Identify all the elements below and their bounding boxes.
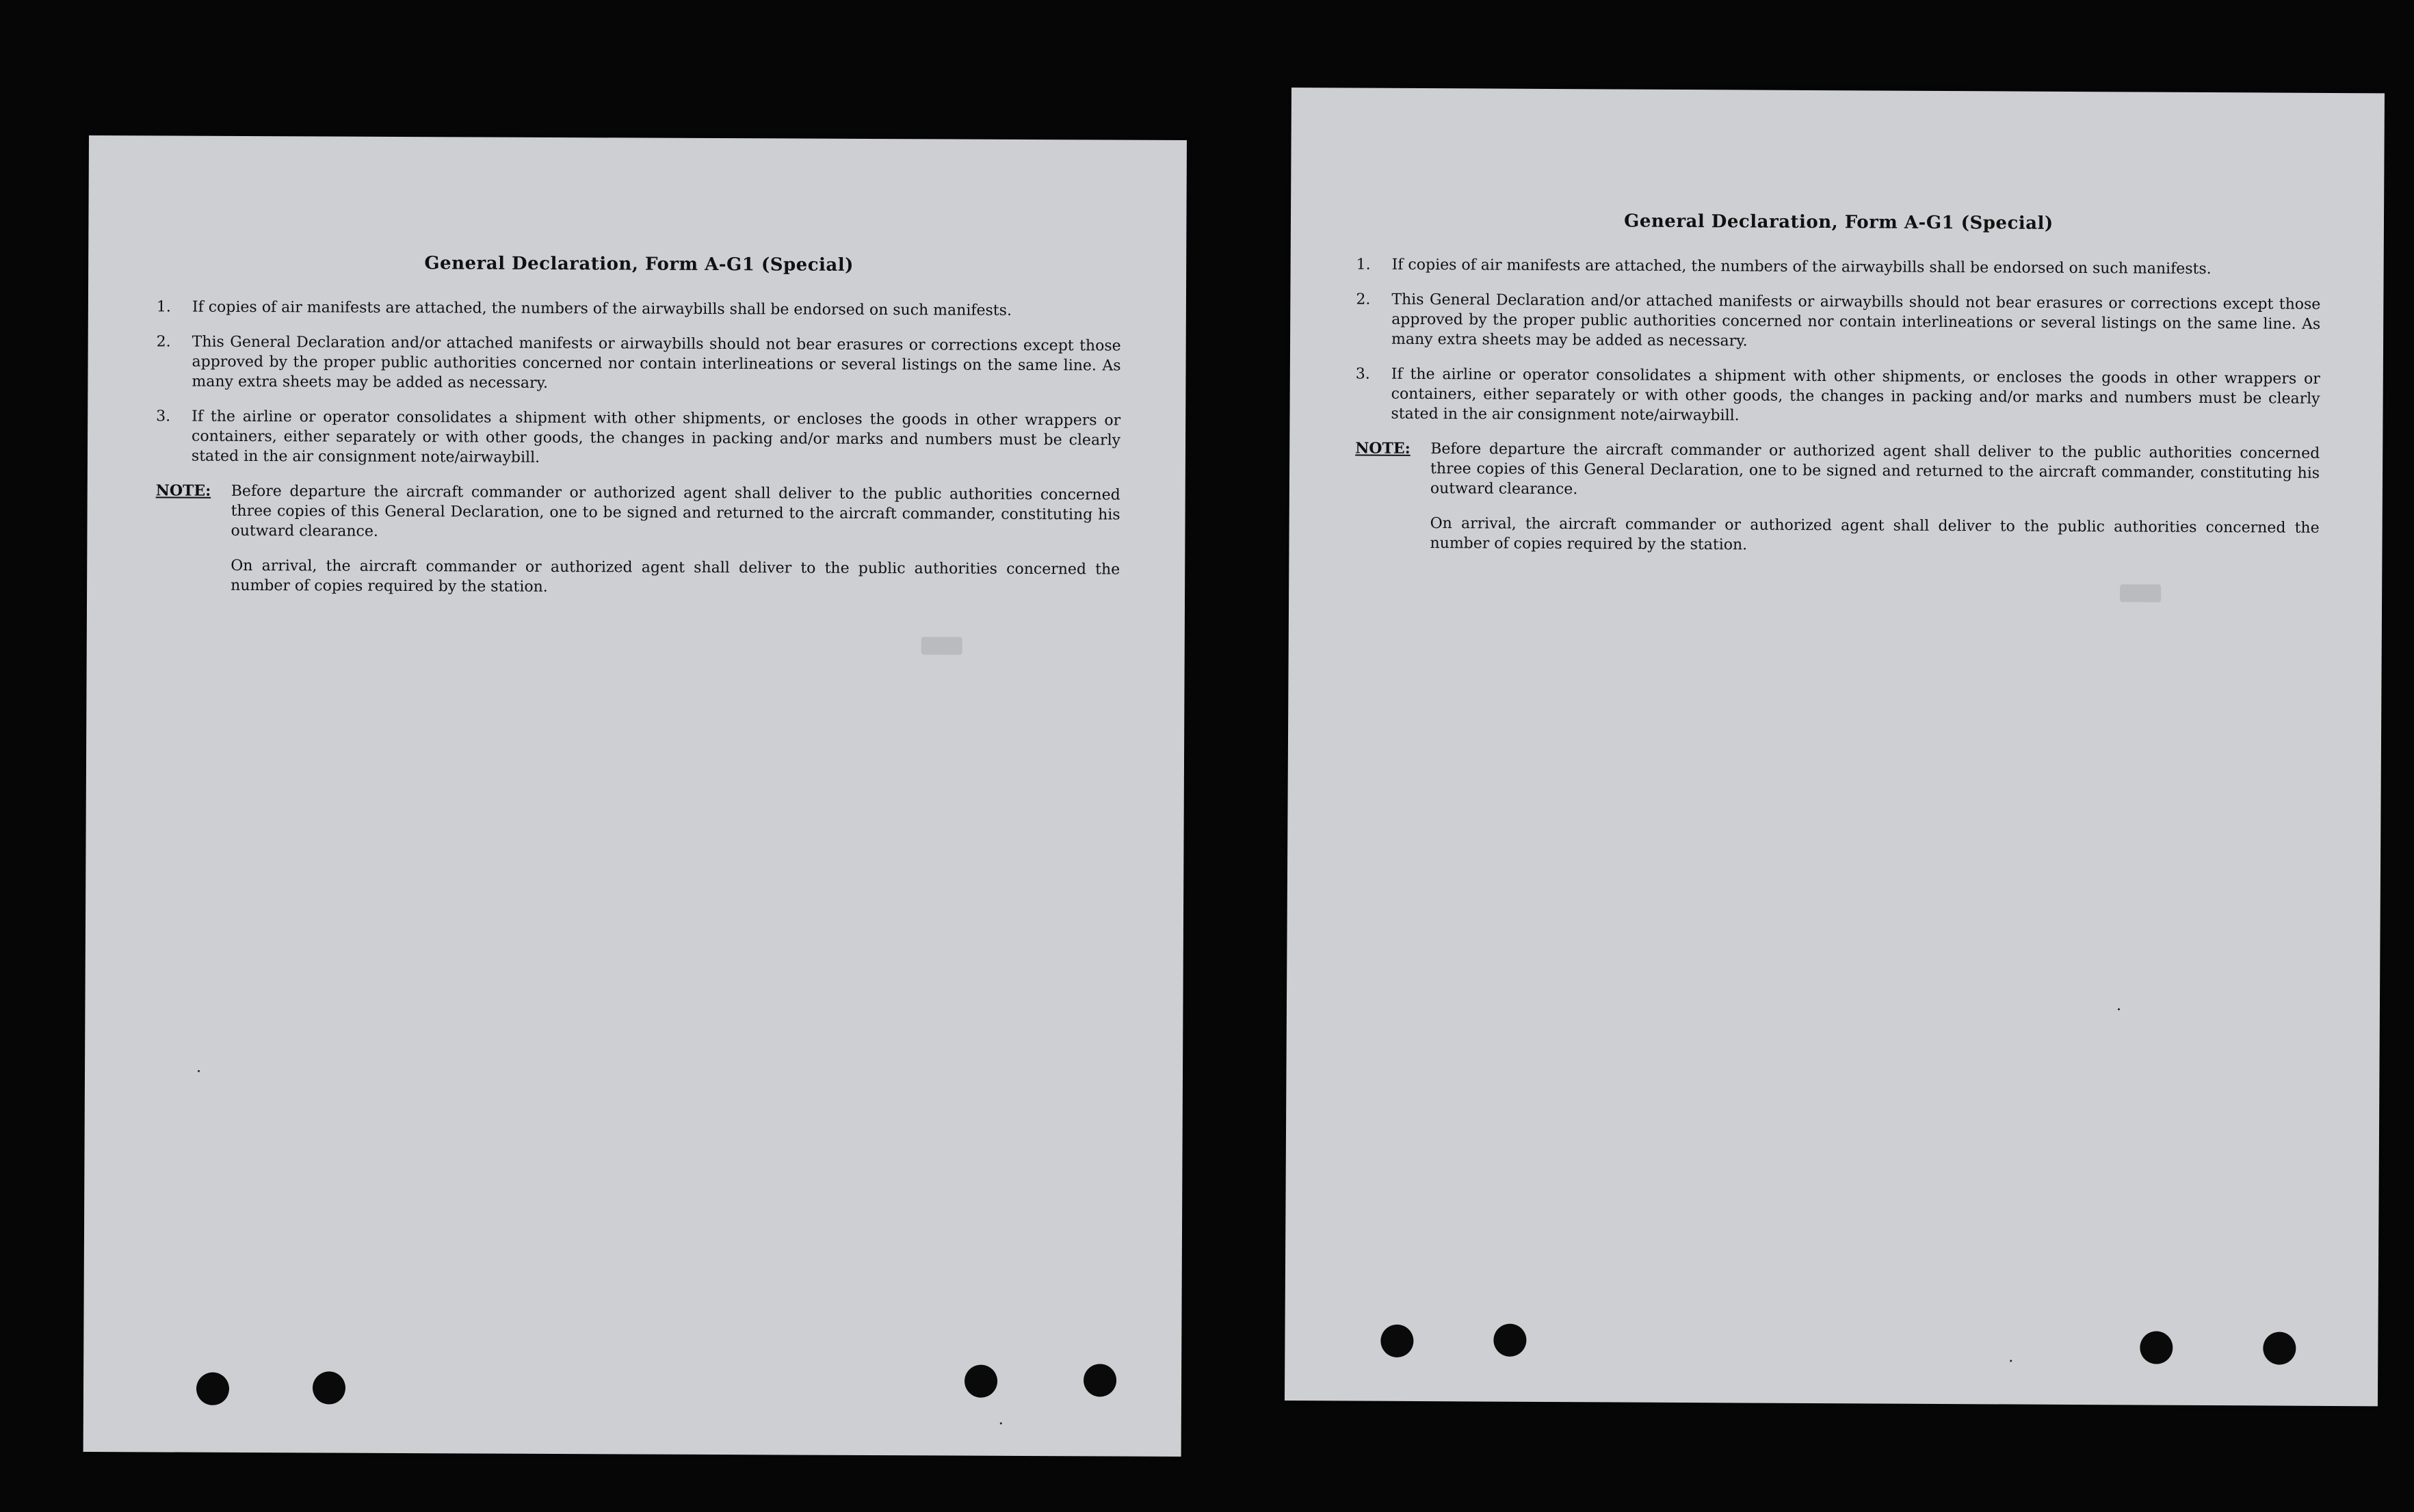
item-text: If the airline or operator consolidates a shipment with other shipments, or encloses the goods in other wrappers or containers, either separately or with other goods, the changes in packing and/or marks and numbers must be clearly stated in the air consignment note/airwaybill. bbox=[191, 408, 1121, 466]
instruction-item bbox=[156, 332, 1120, 395]
speck bbox=[198, 1070, 200, 1072]
instruction-item bbox=[1356, 289, 2320, 354]
item-number: 2. bbox=[156, 333, 171, 351]
item-text: If the airline or operator consolidates a shipment with other shipments, or encloses the goods in other wrappers or containers, either separately or with other goods, the changes in packing and/or marks and numbers must be clearly stated in the air consignment note/airwaybill. bbox=[1391, 365, 2320, 425]
note-label: NOTE: bbox=[1355, 439, 1411, 457]
page-content bbox=[1354, 210, 2321, 558]
speck bbox=[2118, 1008, 2120, 1010]
item-number: 3. bbox=[1355, 365, 1370, 383]
punch-hole bbox=[2263, 1331, 2296, 1364]
item-number: 1. bbox=[1356, 256, 1371, 274]
punch-hole bbox=[196, 1372, 229, 1405]
note-text: Before departure the aircraft commander or authorized agent shall deliver to the public authorities concerned three copies of this General Declaration, one to be signed and returned to the aircraft commander, constituting his outward clearance. bbox=[231, 482, 1120, 540]
item-text: This General Declaration and/or attached manifests or airwaybills should not bear erasures or corrections except those approved by the proper public authorities concerned nor contain interlineations or several listings on the same line. As many extra sheets may be added as necessary. bbox=[192, 333, 1121, 392]
note-block bbox=[1355, 438, 2320, 503]
note-text: Before departure the aircraft commander or authorized agent shall deliver to the public authorities concerned three copies of this General Declaration, one to be signed and returned to the aircraft commander, constituting his outward clearance. bbox=[1430, 440, 2320, 499]
punch-hole bbox=[1380, 1325, 1413, 1357]
page-content bbox=[155, 252, 1121, 599]
instruction-item bbox=[1355, 364, 2320, 428]
speck bbox=[2010, 1360, 2012, 1362]
speck bbox=[1000, 1422, 1002, 1424]
punch-hole bbox=[1084, 1364, 1116, 1396]
item-number: 2. bbox=[1356, 291, 1371, 308]
instruction-item bbox=[156, 406, 1120, 470]
form-title: General Declaration, Form A-G1 (Special) bbox=[424, 253, 854, 276]
punch-hole bbox=[313, 1371, 345, 1404]
item-text: This General Declaration and/or attached manifests or airwaybills should not bear erasures or corrections except those approved by the proper public authorities concerned nor contain interlineations or several listings on the same line. As many extra sheets may be added as necessary. bbox=[1391, 291, 2321, 350]
instruction-item bbox=[1356, 254, 2321, 279]
faint-stamp-mark bbox=[2120, 584, 2161, 602]
item-text: If copies of air manifests are attached, the numbers of the airwaybills shall be endorsed on such manifests. bbox=[1391, 256, 2212, 278]
note-text-arrival: On arrival, the aircraft commander or authorized agent shall deliver to the public authorities concerned the number of copies required by the station. bbox=[1430, 515, 2320, 554]
note-block bbox=[155, 481, 1120, 544]
punch-hole bbox=[2140, 1331, 2173, 1364]
item-number: 1. bbox=[156, 298, 171, 316]
item-number: 3. bbox=[156, 408, 171, 425]
note-text-arrival: On arrival, the aircraft commander or authorized agent shall deliver to the public authorities concerned the number of copies required by the station. bbox=[231, 557, 1120, 596]
instruction-item bbox=[157, 297, 1121, 321]
punch-hole bbox=[965, 1365, 997, 1398]
punch-hole bbox=[1493, 1324, 1526, 1357]
note-label: NOTE: bbox=[155, 481, 211, 500]
document-page-right bbox=[1285, 88, 2385, 1406]
form-title: General Declaration, Form A-G1 (Special) bbox=[1624, 211, 2054, 234]
item-text: If copies of air manifests are attached, the numbers of the airwaybills shall be endorsed on such manifests. bbox=[192, 298, 1012, 319]
document-page-left bbox=[83, 135, 1187, 1457]
faint-stamp-mark bbox=[921, 637, 962, 654]
